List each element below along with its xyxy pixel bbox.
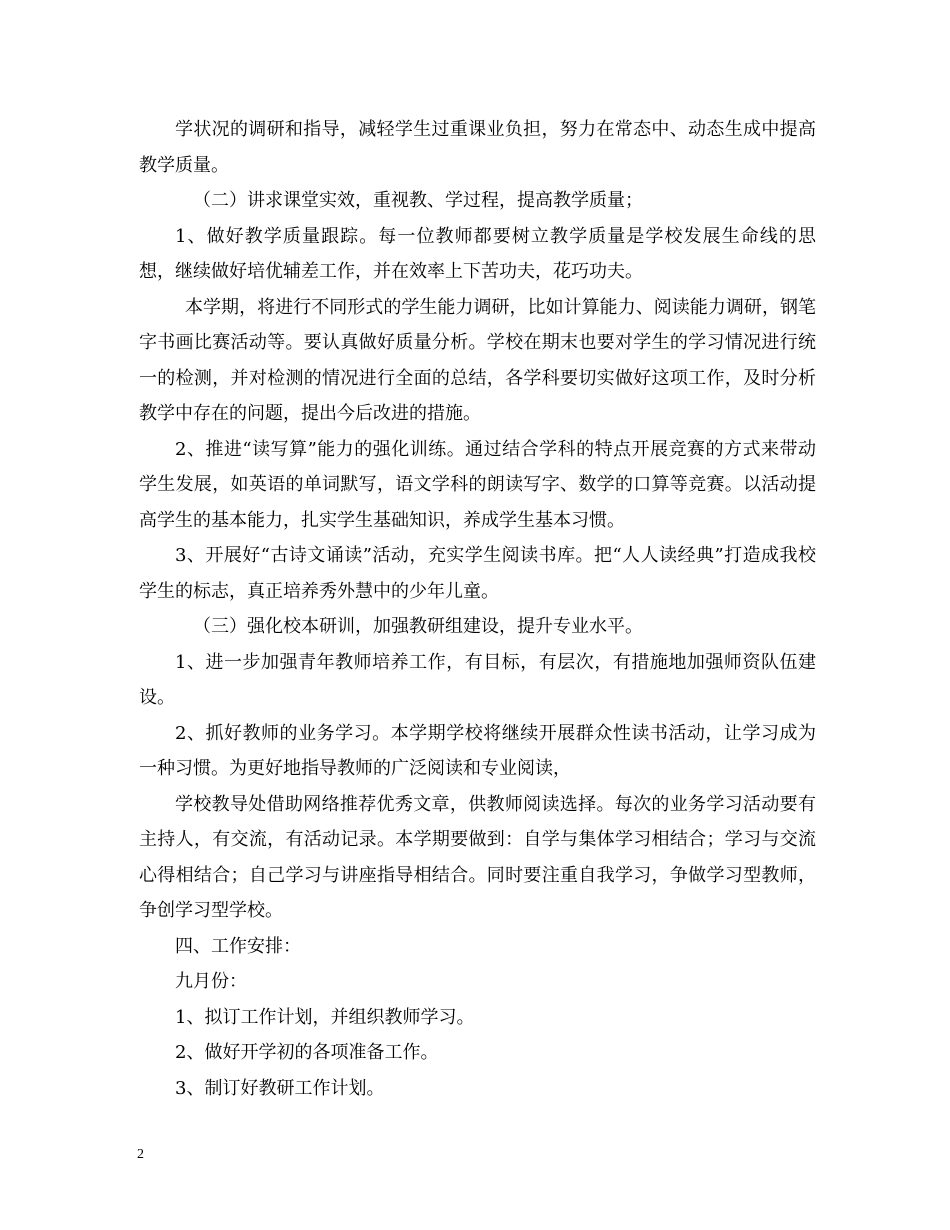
paragraph-9: 2、抓好教师的业务学习。本学期学校将继续开展群众性读书活动，让学习成为一种习惯。为更好地指导教师的广泛阅读和专业阅读，	[139, 722, 816, 779]
list-item-2: 2、做好开学初的各项准备工作。	[175, 1042, 439, 1063]
paragraph-4: 本学期，将进行不同形式的学生能力调研，比如计算能力、阅读能力调研，钢笔字书画比赛活动等。要认真做好质量分析。学校在期末也要对学生的学习情况进行统一的检测，并对检测的情况进行全面的总结，各学科要切实做好这项工作，及时分析教学中存在的问题，提出今后改进的措施。	[139, 296, 816, 424]
paragraph-5: 2、推进“读写算”能力的强化训练。通过结合学科的特点开展竞赛的方式来带动学生发展，如英语的单词默写，语文学科的朗读写字、数学的口算等竞赛。以活动提高学生的基本能力，扎实学生基础知识，养成学生基本习惯。	[139, 438, 816, 531]
month-label: 九月份：	[175, 971, 247, 992]
paragraph-8: 1、进一步加强青年教师培养工作，有目标，有层次，有措施地加强师资队伍建设。	[139, 651, 816, 708]
page-number: 2	[137, 1147, 144, 1162]
section-heading-3: （三）强化校本研训，加强教研组建设，提升专业水平。	[193, 616, 643, 637]
paragraph-3: 1、做好教学质量跟踪。每一位教师都要树立教学质量是学校发展生命线的思想，继续做好培优辅差工作，并在效率上下苦功夫，花巧功夫。	[139, 225, 816, 282]
paragraph-1: 学状况的调研和指导，减轻学生过重课业负担，努力在常态中、动态生成中提高教学质量。	[139, 119, 816, 176]
body-text	[139, 112, 816, 1106]
list-item-3: 3、制订好教研工作计划。	[175, 1077, 385, 1099]
list-item-1: 1、拟订工作计划，并组织教师学习。	[175, 1006, 475, 1028]
paragraph-10: 学校教导处借助网络推荐优秀文章，供教师阅读选择。每次的业务学习活动要有主持人，有交流，有活动记录。本学期要做到：自学与集体学习相结合；学习与交流心得相结合；自己学习与讲座指导相结合。同时要注重自我学习，争做学习型教师，争创学习型学校。	[139, 793, 816, 921]
section-heading-4: 四、工作安排：	[175, 935, 301, 957]
paragraph-6: 3、开展好“古诗文诵读”活动，充实学生阅读书库。把“人人读经典”打造成我校学生的标志，真正培养秀外慧中的少年儿童。	[139, 545, 816, 602]
section-heading-2: （二）讲求课堂实效，重视教、学过程，提高教学质量；	[193, 190, 643, 211]
